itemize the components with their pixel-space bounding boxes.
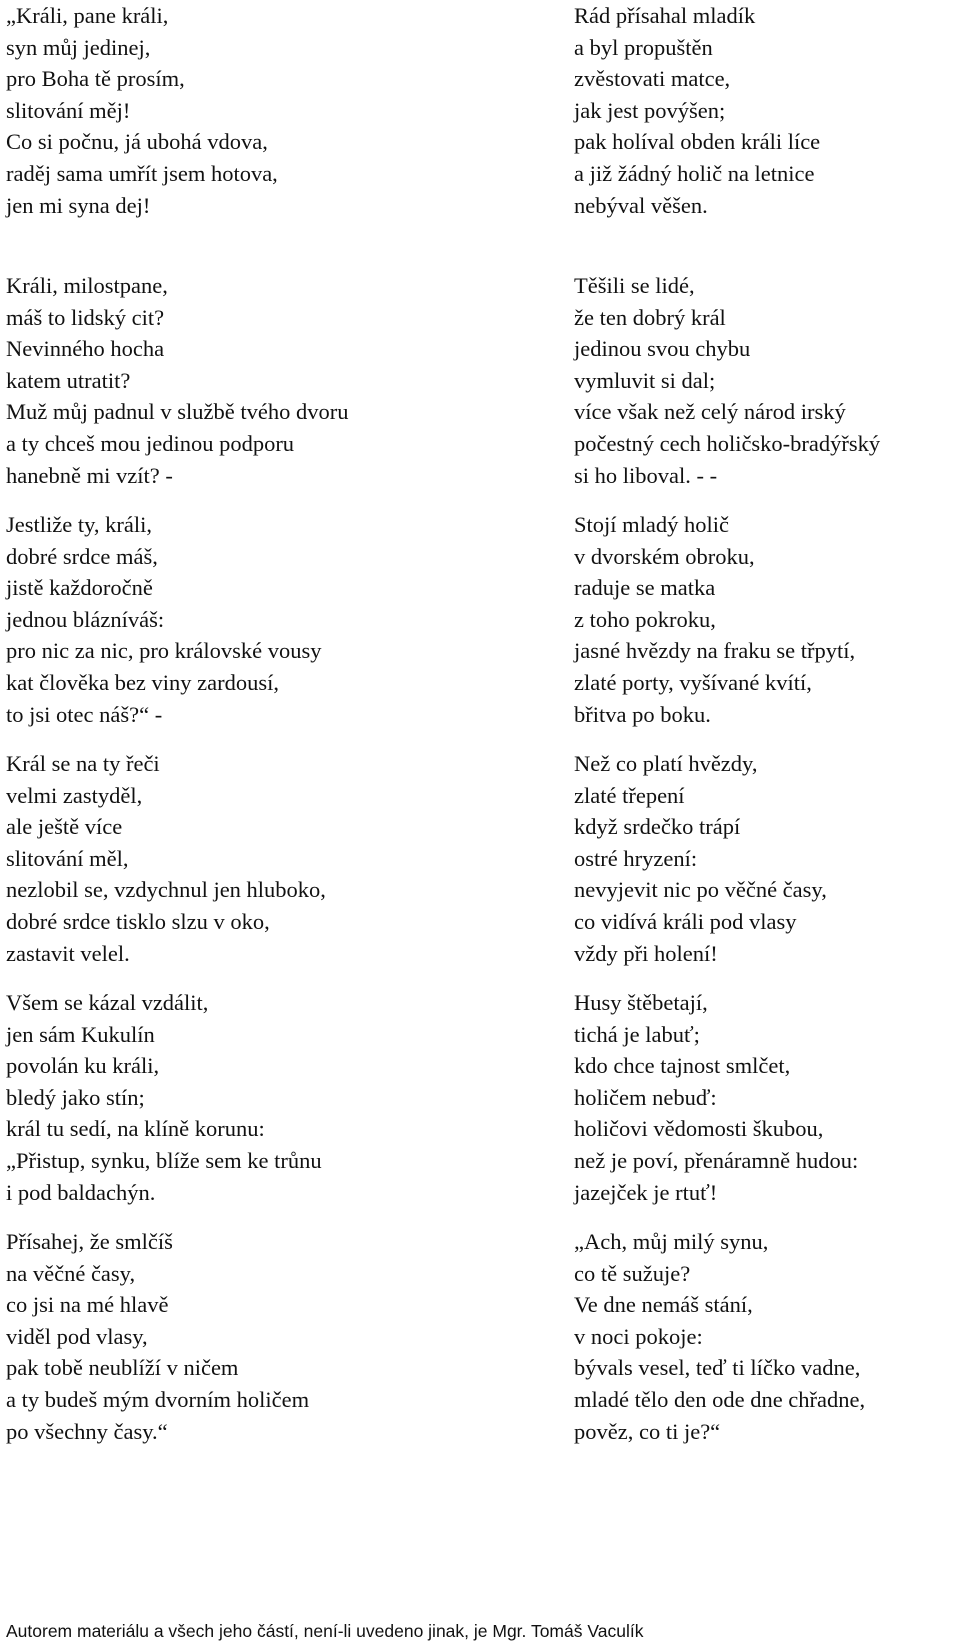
verse-line: to jsi otec náš?“ - xyxy=(6,701,163,727)
verse-line: jen sám Kukulín xyxy=(6,1021,155,1047)
verse-line: Rád přísahal mladík xyxy=(574,3,756,28)
verse-line: Králi, milostpane, xyxy=(6,273,168,298)
verse-line: na věčné časy, xyxy=(6,1260,136,1286)
verse-line: jedinou svou chybu xyxy=(574,336,751,362)
verse-line: zlaté třepení xyxy=(574,782,685,808)
verse-line: po všechny časy.“ xyxy=(6,1418,168,1444)
verse-line: Muž můj padnul v službě tvého dvoru xyxy=(6,399,349,425)
verse-line: „Ach, můj milý synu, xyxy=(574,1229,769,1254)
verse-line: břitva po boku. xyxy=(574,701,711,727)
verse-line: kat člověka bez viny zardousí, xyxy=(6,669,280,695)
verse-line: slitování měj! xyxy=(6,97,131,123)
verse-line: a byl propuštěn xyxy=(574,34,713,60)
verse-line: Ve dne nemáš stání, xyxy=(574,1292,753,1318)
verse-line: pověz, co ti je?“ xyxy=(574,1418,721,1444)
verse-line: a ty budeš mým dvorním holičem xyxy=(6,1386,310,1412)
verse-line: vymluvit si dal; xyxy=(574,367,716,393)
verse-line: dobré srdce tisklo slzu v oko, xyxy=(6,908,270,934)
verse-line: nevyjevit nic po věčné časy, xyxy=(574,877,827,903)
verse-line: dobré srdce máš, xyxy=(6,543,158,569)
verse-line: než je poví, přenáramně hudou: xyxy=(574,1147,859,1173)
verse-line: že ten dobrý král xyxy=(574,304,726,330)
verse-line: Jestliže ty, králi, xyxy=(6,512,152,537)
verse-line: pro Boha tě prosím, xyxy=(6,66,185,92)
verse-line: co vidívá králi pod vlasy xyxy=(574,908,797,934)
stanza-right-2 xyxy=(574,270,880,491)
verse-line: když srdečko trápí xyxy=(574,814,741,840)
verse-line: velmi zastyděl, xyxy=(6,782,143,808)
verse-line: povolán ku králi, xyxy=(6,1053,160,1079)
verse-line: zvěstovati matce, xyxy=(574,66,731,92)
verse-line: ale ještě více xyxy=(6,814,123,840)
verse-line: Než co platí hvězdy, xyxy=(574,751,758,776)
verse-line: bledý jako stín; xyxy=(6,1084,145,1110)
verse-line: syn můj jedinej, xyxy=(6,34,151,60)
verse-line: jednou blázníváš: xyxy=(6,606,165,632)
verse-line: katem utratit? xyxy=(6,367,131,393)
verse-line: slitování měl, xyxy=(6,845,129,871)
stanza-left-2 xyxy=(6,270,348,491)
verse-line: počestný cech holičsko-bradýřský xyxy=(574,430,881,456)
verse-line: jen mi syna dej! xyxy=(6,192,151,218)
verse-line: tichá je labuť; xyxy=(574,1021,700,1047)
verse-line: z toho pokroku, xyxy=(574,606,716,632)
verse-line: Nevinného hocha xyxy=(6,336,165,362)
verse-line: bývals vesel, teď ti líčko vadne, xyxy=(574,1355,861,1381)
verse-line: holičovi vědomosti škubou, xyxy=(574,1116,824,1142)
verse-line: zlaté porty, vyšívané kvítí, xyxy=(574,669,812,695)
verse-line: jistě každoročně xyxy=(6,575,153,601)
author-footer: Autorem materiálu a všech jeho částí, není-li uvedeno jinak, je Mgr. Tomáš Vaculík xyxy=(6,1621,644,1641)
verse-line: kdo chce tajnost smlčet, xyxy=(574,1053,791,1079)
verse-line: viděl pod vlasy, xyxy=(6,1323,148,1349)
stanza-left-5 xyxy=(6,987,322,1208)
verse-line: holičem nebuď: xyxy=(574,1084,717,1110)
verse-line: hanebně mi vzít? - xyxy=(6,462,173,488)
verse-line: Co si počnu, já ubohá vdova, xyxy=(6,129,268,155)
verse-line: i pod baldachýn. xyxy=(6,1179,156,1205)
verse-line: pro nic za nic, pro královské vousy xyxy=(6,638,322,664)
verse-line: raduje se matka xyxy=(574,575,716,601)
verse-line: „Králi, pane králi, xyxy=(6,3,169,28)
stanza-right-3 xyxy=(574,509,855,730)
verse-line: nezlobil se, vzdychnul jen hluboko, xyxy=(6,877,326,903)
verse-line: pak tobě neublíží v ničem xyxy=(6,1355,239,1381)
verse-line: pak holíval obden králi líce xyxy=(574,129,821,155)
verse-line: Všem se kázal vzdálit, xyxy=(6,990,209,1015)
verse-line: Přísahej, že smlčíš xyxy=(6,1229,173,1254)
verse-line: mladé tělo den ode dne chřadne, xyxy=(574,1386,866,1412)
stanza-right-4 xyxy=(574,748,827,969)
verse-line: raděj sama umřít jsem hotova, xyxy=(6,160,278,186)
verse-line: a ty chceš mou jedinou podporu xyxy=(6,430,295,456)
verse-line: v noci pokoje: xyxy=(574,1323,703,1349)
verse-line: „Přistup, synku, blíže sem ke trůnu xyxy=(6,1147,322,1173)
stanza-right-6 xyxy=(574,1226,865,1447)
stanza-right-5 xyxy=(574,987,858,1208)
verse-line: co tě sužuje? xyxy=(574,1260,691,1286)
verse-line: si ho liboval. - - xyxy=(574,462,718,488)
verse-line: máš to lidský cit? xyxy=(6,304,165,330)
verse-line: co jsi na mé hlavě xyxy=(6,1292,169,1318)
verse-line: Stojí mladý holič xyxy=(574,512,729,537)
verse-line: a již žádný holič na letnice xyxy=(574,160,815,186)
verse-line: král tu sedí, na klíně korunu: xyxy=(6,1116,265,1142)
verse-line: nebýval věšen. xyxy=(574,192,708,218)
verse-line: v dvorském obroku, xyxy=(574,543,755,569)
verse-line: vždy při holení! xyxy=(574,940,718,966)
verse-line: Husy štěbetají, xyxy=(574,990,708,1015)
stanza-left-3 xyxy=(6,509,322,730)
stanza-left-1 xyxy=(6,0,278,221)
verse-line: zastavit velel. xyxy=(6,940,130,966)
stanza-left-4 xyxy=(6,748,326,969)
verse-line: Těšili se lidé, xyxy=(574,273,695,298)
verse-line: jak jest povýšen; xyxy=(574,97,726,123)
stanza-left-6 xyxy=(6,1226,309,1447)
verse-line: jazejček je rtuť! xyxy=(574,1179,718,1205)
verse-line: jasné hvězdy na fraku se třpytí, xyxy=(574,638,856,664)
stanza-right-1 xyxy=(574,0,820,221)
verse-line: Král se na ty řeči xyxy=(6,751,160,776)
verse-line: ostré hryzení: xyxy=(574,845,698,871)
verse-line: více však než celý národ irský xyxy=(574,399,846,425)
